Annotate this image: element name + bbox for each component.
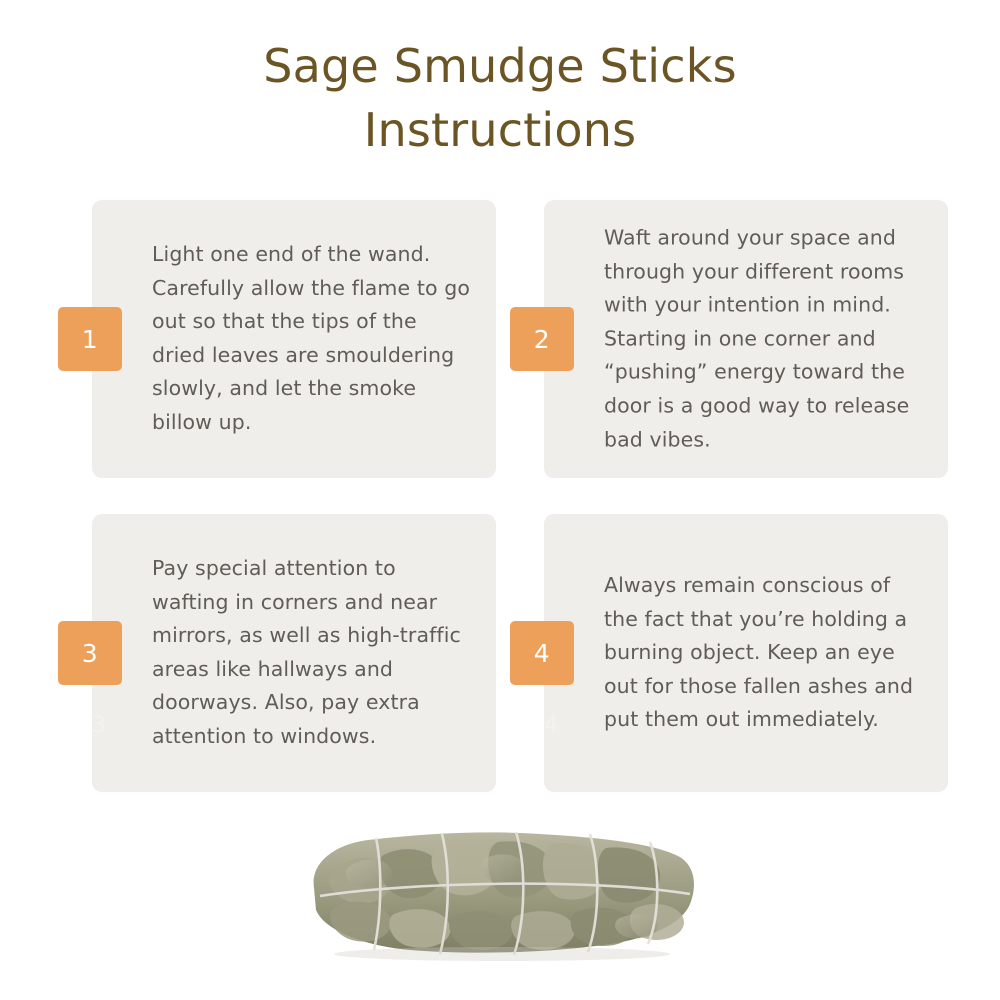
step-text-3: Pay special attention to wafting in corners and near mirrors, as well as high-traffic areas like hallways and doorways. Also, pay extra attention to windows.	[152, 556, 461, 749]
step-card-3	[81, 514, 496, 792]
step-card-1	[81, 200, 496, 478]
step-text-4: Always remain conscious of the fact that you’re holding a burning object. Keep an eye out for those fallen ashes and put them out immediately.	[604, 572, 914, 732]
step-number-badge-3: 3	[58, 621, 122, 685]
page-title	[0, 0, 1000, 163]
watermark-number-4: 4	[544, 713, 558, 738]
step-text-1: Light one end of the wand. Carefully allow the flame to go out so that the tips of the dried leaves are smouldering slowly, and let the smoke billow up.	[152, 242, 470, 435]
steps-grid	[81, 200, 948, 792]
step-card-4	[533, 514, 948, 792]
bundle-shadow	[334, 947, 670, 961]
step-text-2: Waft around your space and through your different rooms with your intention in mind. Starting in one corner and “pushing” energy toward the door is a good way to release bad vibes.	[604, 225, 910, 452]
page-title-line-1: Sage Smudge Sticks	[263, 39, 737, 93]
step-number-badge-1: 1	[58, 307, 122, 371]
page-title-line-2: Instructions	[363, 103, 637, 158]
sage-bundle-image	[290, 822, 710, 962]
step-number-badge-4: 4	[510, 621, 574, 685]
watermark-number-3: 3	[92, 713, 106, 738]
step-card-2	[533, 200, 948, 478]
step-number-badge-2: 2	[510, 307, 574, 371]
sage-bundle-illustration	[290, 822, 710, 962]
